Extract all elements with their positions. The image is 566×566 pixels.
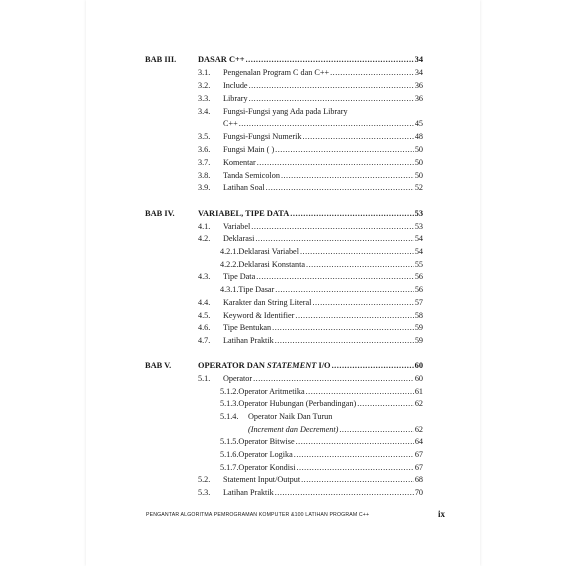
entry-title: Pengenalan Program C dan C++ [223, 68, 330, 77]
entry-number: 5.2. [198, 475, 211, 484]
leader-dots [239, 118, 414, 131]
entry-page: 34 [414, 68, 423, 77]
entry-page: 64 [414, 437, 423, 446]
chapter-row[interactable] [86, 54, 423, 67]
chapter-page: 53 [414, 209, 423, 218]
entry-title: Operator Kondisi [238, 463, 296, 472]
entry-number: 4.4. [198, 298, 211, 307]
entry-number: 5.1.7. [220, 463, 239, 472]
toc-entry[interactable] [86, 182, 423, 195]
toc-entry[interactable] [86, 170, 423, 183]
toc-subentry[interactable] [86, 411, 423, 424]
toc-entry[interactable] [86, 131, 423, 144]
leader-dots [332, 360, 414, 373]
entry-title: Latihan Soal [223, 183, 265, 192]
entry-number: 3.4. [198, 107, 211, 116]
entry-title: Deklarasi Konstanta [238, 260, 306, 269]
entry-page: 50 [414, 171, 423, 180]
leader-dots [297, 462, 414, 475]
entry-number: 4.3.1. [220, 285, 239, 294]
entry-page: 59 [414, 336, 423, 345]
leader-dots [294, 449, 414, 462]
toc-subentry[interactable] [86, 284, 423, 297]
entry-title: Operator Logika [238, 450, 293, 459]
toc-subentry[interactable] [86, 436, 423, 449]
chapter-page: 60 [414, 361, 423, 370]
entry-page: 62 [414, 399, 423, 408]
entry-title: Operator Hubungan (Perbandingan) [238, 399, 357, 408]
chapter-title: VARIABEL, TIPE DATA [198, 209, 290, 218]
toc-entry[interactable] [86, 310, 423, 323]
leader-dots [251, 221, 414, 234]
entry-number: 5.1.6. [220, 450, 239, 459]
leader-dots [253, 373, 414, 386]
entry-page: 57 [414, 298, 423, 307]
chapter-number: BAB III. [145, 55, 177, 64]
chapter-title: OPERATOR DAN STATEMENT I/O [198, 361, 331, 370]
entry-number: 4.3. [198, 272, 211, 281]
entry-number: 3.3. [198, 94, 211, 103]
entry-title: Statement Input/Output [223, 475, 301, 484]
leader-dots [339, 424, 413, 437]
entry-title: Variabel [223, 222, 251, 231]
entry-page: 70 [414, 488, 423, 497]
entry-title: Tanda Semicolon [223, 171, 280, 180]
entry-number: 4.2. [198, 234, 211, 243]
leader-dots [281, 170, 414, 183]
entry-number: 3.1. [198, 68, 211, 77]
entry-number: 4.5. [198, 311, 211, 320]
entry-page: 56 [414, 285, 423, 294]
chapter-number: BAB V. [145, 361, 172, 370]
toc-entry[interactable] [86, 233, 423, 246]
toc-entry[interactable] [86, 487, 423, 500]
entry-title-continued: C++ [223, 119, 238, 128]
entry-title: Operator Bitwise [238, 437, 295, 446]
entry-number: 3.5. [198, 132, 211, 141]
running-footer: PENGANTAR ALGORITMA PEMROGRAMAN KOMPUTER &100 LATIHAN PROGRAM C++ [146, 512, 370, 518]
entry-title: Operator Naik Dan Turun [248, 412, 333, 421]
toc-entry[interactable] [86, 335, 423, 348]
entry-title: Fungsi-Fungsi Numerik [223, 132, 302, 141]
leader-dots [272, 322, 414, 335]
leader-dots [357, 398, 414, 411]
leader-dots [296, 436, 414, 449]
entry-title: Tipe Bentukan [223, 323, 272, 332]
leader-dots [275, 284, 414, 297]
entry-page: 52 [414, 183, 423, 192]
entry-number: 5.1.3. [220, 399, 239, 408]
entry-title: Library [223, 94, 248, 103]
toc-entry[interactable] [86, 322, 423, 335]
leader-dots [275, 487, 414, 500]
leader-dots [275, 335, 414, 348]
toc-entry[interactable] [86, 67, 423, 80]
entry-page: 67 [414, 450, 423, 459]
chapter-row[interactable] [86, 208, 423, 221]
entry-title: Operator [223, 374, 253, 383]
toc-entry[interactable] [86, 373, 423, 386]
entry-page: 36 [414, 94, 423, 103]
leader-dots [302, 131, 413, 144]
leader-dots [255, 233, 413, 246]
toc-entry[interactable] [86, 157, 423, 170]
toc-entry-continuation[interactable] [86, 118, 423, 131]
leader-dots [306, 259, 414, 272]
entry-page: 50 [414, 145, 423, 154]
entry-page: 45 [414, 119, 423, 128]
leader-dots [256, 271, 414, 284]
chapter-title: DASAR C++ [198, 55, 245, 64]
entry-number: 5.1.2. [220, 387, 239, 396]
leader-dots [275, 144, 414, 157]
leader-dots [301, 474, 414, 487]
toc-entry[interactable] [86, 144, 423, 157]
leader-dots [306, 386, 414, 399]
entry-number: 3.7. [198, 158, 211, 167]
entry-title: Latihan Praktik [223, 336, 274, 345]
leader-dots [290, 208, 413, 221]
entry-number: 3.6. [198, 145, 211, 154]
toc-entry[interactable] [86, 271, 423, 284]
leader-dots [257, 157, 414, 170]
entry-page: 55 [414, 260, 423, 269]
entry-number: 5.1.4. [220, 412, 239, 421]
toc-subentry[interactable] [86, 246, 423, 259]
entry-title: Fungsi-Fungsi yang Ada pada Library [223, 107, 348, 116]
entry-page: 56 [414, 272, 423, 281]
page-number: ix [438, 509, 446, 519]
leader-dots [295, 310, 413, 323]
toc-subentry[interactable] [86, 449, 423, 462]
entry-title: Keyword & Identifier [223, 311, 295, 320]
entry-number: 5.1.5. [220, 437, 239, 446]
toc-entry[interactable] [86, 297, 423, 310]
entry-page: 67 [414, 463, 423, 472]
entry-title: Latihan Praktik [223, 488, 274, 497]
entry-title-continued: (Increment dan Decrement) [248, 425, 339, 434]
entry-number: 3.9. [198, 183, 211, 192]
entry-title: Karakter dan String Literal [223, 298, 312, 307]
entry-page: 54 [414, 247, 423, 256]
toc-entry[interactable] [86, 93, 423, 106]
entry-title: Deklarasi Variabel [238, 247, 299, 256]
entry-number: 4.7. [198, 336, 211, 345]
entry-number: 3.2. [198, 81, 211, 90]
entry-page: 50 [414, 158, 423, 167]
entry-title: Operator Aritmetika [238, 387, 305, 396]
leader-dots [246, 54, 414, 67]
leader-dots [266, 182, 414, 195]
entry-page: 53 [414, 222, 423, 231]
entry-page: 54 [414, 234, 423, 243]
entry-page: 61 [414, 387, 423, 396]
leader-dots [300, 246, 414, 259]
toc-subentry[interactable] [86, 398, 423, 411]
entry-number: 4.2.1. [220, 247, 239, 256]
entry-page: 36 [414, 81, 423, 90]
toc-subentry[interactable] [86, 386, 423, 399]
toc-entry[interactable] [86, 474, 423, 487]
chapter-page: 34 [414, 55, 423, 64]
entry-page: 58 [414, 311, 423, 320]
leader-dots [330, 67, 414, 80]
toc-subentry-continuation[interactable] [86, 424, 423, 437]
toc-entry[interactable] [86, 80, 423, 93]
toc-subentry[interactable] [86, 462, 423, 475]
chapter-number: BAB IV. [145, 209, 175, 218]
chapter-row[interactable] [86, 360, 423, 373]
entry-number: 5.1. [198, 374, 211, 383]
entry-title: Tipe Data [223, 272, 256, 281]
entry-number: 4.2.2. [220, 260, 239, 269]
entry-number: 4.1. [198, 222, 211, 231]
entry-title: Include [223, 81, 248, 90]
leader-dots [312, 297, 413, 310]
entry-title: Komentar [223, 158, 256, 167]
entry-page: 62 [414, 425, 423, 434]
entry-number: 3.8. [198, 171, 211, 180]
entry-title: Deklarasi [223, 234, 255, 243]
entry-title: Fungsi Main ( ) [223, 145, 275, 154]
leader-dots [249, 93, 414, 106]
entry-page: 59 [414, 323, 423, 332]
entry-number: 4.6. [198, 323, 211, 332]
toc-subentry[interactable] [86, 259, 423, 272]
entry-page: 68 [414, 475, 423, 484]
entry-number: 5.3. [198, 488, 211, 497]
toc-entry[interactable] [86, 106, 423, 119]
leader-dots [249, 80, 414, 93]
entry-page: 60 [414, 374, 423, 383]
toc-page [86, 0, 480, 566]
entry-title: Tipe Dasar [238, 285, 275, 294]
toc-entry[interactable] [86, 221, 423, 234]
entry-page: 48 [414, 132, 423, 141]
